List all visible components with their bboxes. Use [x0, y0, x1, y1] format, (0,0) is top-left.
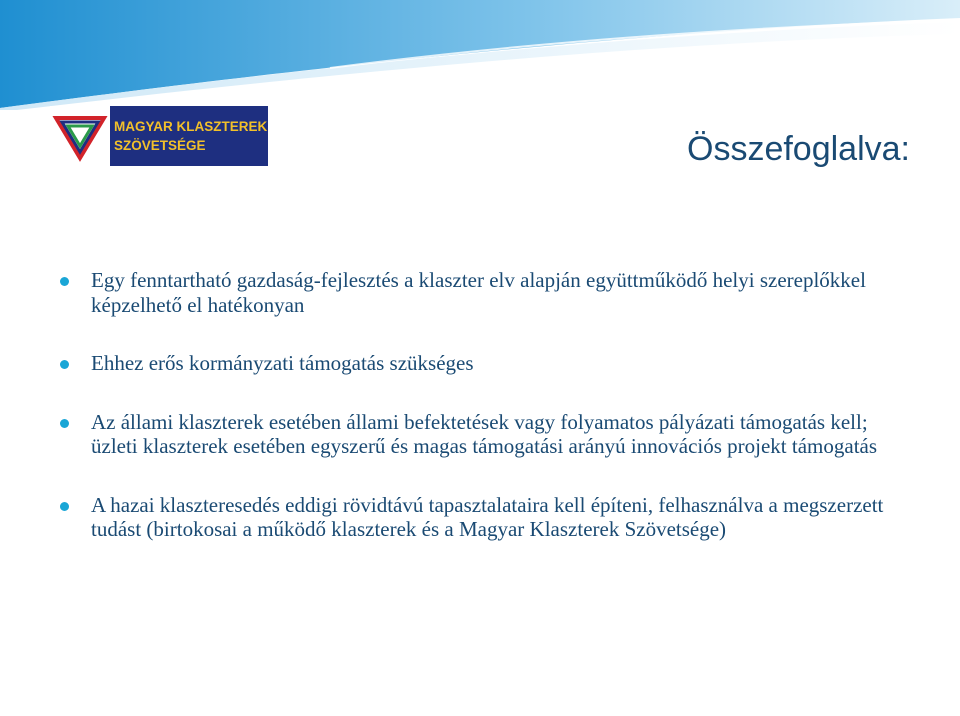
mksz-logo — [50, 106, 268, 166]
bullet-text: A hazai klaszteresedés eddigi rövidtávú tapasztalataira kell építeni, felhasználva a megszerzett tudást (birtokosai a működő klaszterek és a Magyar Klaszterek Szövetsége) — [91, 492, 884, 541]
bullet-text: Az állami klaszterek esetében állami befektetések vagy folyamatos pályázati támogatás kell; üzleti klaszterek esetében egyszerű és magas támogatási arányú innovációs projekt támogatás — [91, 409, 878, 458]
logo-wordmark — [110, 117, 267, 155]
bullet-item — [60, 351, 910, 376]
bullet-item — [60, 268, 910, 317]
bullet-text: Ehhez erős kormányzati támogatás szükséges — [91, 351, 474, 375]
bullet-dot-icon — [60, 277, 69, 286]
bullet-dot-icon — [60, 502, 69, 511]
slide-title: Összefoglalva: — [687, 130, 910, 168]
bullet-dot-icon — [60, 360, 69, 369]
triangle-emblem-icon — [50, 106, 110, 166]
bullet-item — [60, 493, 910, 542]
logo-line-2: SZÖVETSÉGE — [114, 138, 206, 153]
bullet-dot-icon — [60, 419, 69, 428]
bullet-text: Egy fenntartható gazdaság-fejlesztés a klaszter elv alapján együttműködő helyi szereplőkkel képzelhető el hatékonyan — [91, 268, 866, 317]
bullet-item — [60, 410, 910, 459]
bullet-list — [60, 268, 910, 542]
logo-line-1: MAGYAR KLASZTEREK — [114, 119, 268, 134]
header-swoosh-decoration — [0, 0, 960, 110]
